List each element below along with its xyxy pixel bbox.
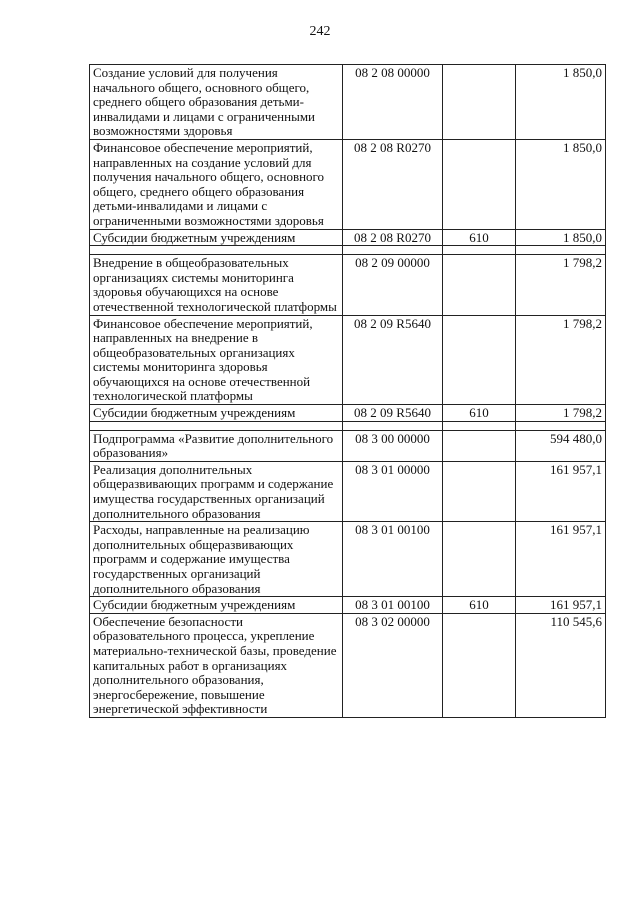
page-number: 242 [309,24,331,39]
row-type: 610 [443,405,516,422]
row-code: 08 3 02 00000 [343,613,443,717]
row-sum: 161 957,1 [516,461,606,521]
row-sum: 1 798,2 [516,405,606,422]
row-type: 610 [443,597,516,614]
row-name: Внедрение в общеобразовательных организациях системы мониторинга здоровья обучающихся на основе отечественной технологической платформы [90,255,343,315]
row-type: 610 [443,229,516,246]
row-name: Создание условий для получения начального общего, основного общего, среднего общего образования детьми-инвалидами и лицами с ограниченными возможностями здоровья [90,65,343,140]
row-code: 08 2 09 R5640 [343,405,443,422]
budget-table [89,64,606,718]
row-type [443,139,516,229]
row-code: 08 3 01 00100 [343,522,443,597]
row-code: 08 2 08 R0270 [343,229,443,246]
table-row [90,430,606,461]
row-sum: 161 957,1 [516,597,606,614]
row-name: Подпрограмма «Развитие дополнительного образования» [90,430,343,461]
row-type [443,65,516,140]
row-sum: 594 480,0 [516,430,606,461]
row-type [443,315,516,405]
row-code: 08 2 09 00000 [343,255,443,315]
row-sum: 161 957,1 [516,522,606,597]
table-row [90,255,606,315]
table-row [90,522,606,597]
table-row [90,405,606,422]
row-sum: 110 545,6 [516,613,606,717]
table-row [90,315,606,405]
spacer-cell [343,421,443,430]
row-type [443,461,516,521]
row-type [443,255,516,315]
row-name: Субсидии бюджетным учреждениям [90,405,343,422]
row-code: 08 2 09 R5640 [343,315,443,405]
row-name: Реализация дополнительных общеразвивающих программ и содержание имущества государственных организаций дополнительного образования [90,461,343,521]
row-spacer [90,421,606,430]
table-row [90,613,606,717]
spacer-cell [443,246,516,255]
row-sum: 1 850,0 [516,229,606,246]
row-name: Финансовое обеспечение мероприятий, направленных на создание условий для получения начального общего, основного общего, среднего общего образования детьми-инвалидами и лицами с ограниченными возможностями здоровья [90,139,343,229]
row-code: 08 3 00 00000 [343,430,443,461]
spacer-cell [443,421,516,430]
spacer-cell [343,246,443,255]
row-sum: 1 850,0 [516,139,606,229]
table-row [90,229,606,246]
spacer-cell [516,421,606,430]
spacer-cell [516,246,606,255]
row-name: Финансовое обеспечение мероприятий, направленных на внедрение в общеобразовательных организациях системы мониторинга здоровья обучающихся на основе отечественной технологической платформы [90,315,343,405]
row-sum: 1 798,2 [516,255,606,315]
spacer-cell [90,421,343,430]
table-row [90,139,606,229]
row-name: Субсидии бюджетным учреждениям [90,229,343,246]
row-sum: 1 798,2 [516,315,606,405]
spacer-cell [90,246,343,255]
row-name: Расходы, направленные на реализацию дополнительных общеразвивающих программ и содержание имущества государственных организаций дополнительного образования [90,522,343,597]
row-type [443,430,516,461]
table-row [90,65,606,140]
table-row [90,597,606,614]
row-spacer [90,246,606,255]
row-code: 08 2 08 R0270 [343,139,443,229]
row-name: Обеспечение безопасности образовательного процесса, укрепление материально-технической базы, проведение капитальных работ в организациях дополнительного образования, энергосбережение, повышение энергетической эффективности [90,613,343,717]
row-type [443,613,516,717]
row-code: 08 3 01 00100 [343,597,443,614]
row-sum: 1 850,0 [516,65,606,140]
row-code: 08 2 08 00000 [343,65,443,140]
row-name: Субсидии бюджетным учреждениям [90,597,343,614]
row-code: 08 3 01 00000 [343,461,443,521]
table-row [90,461,606,521]
row-type [443,522,516,597]
